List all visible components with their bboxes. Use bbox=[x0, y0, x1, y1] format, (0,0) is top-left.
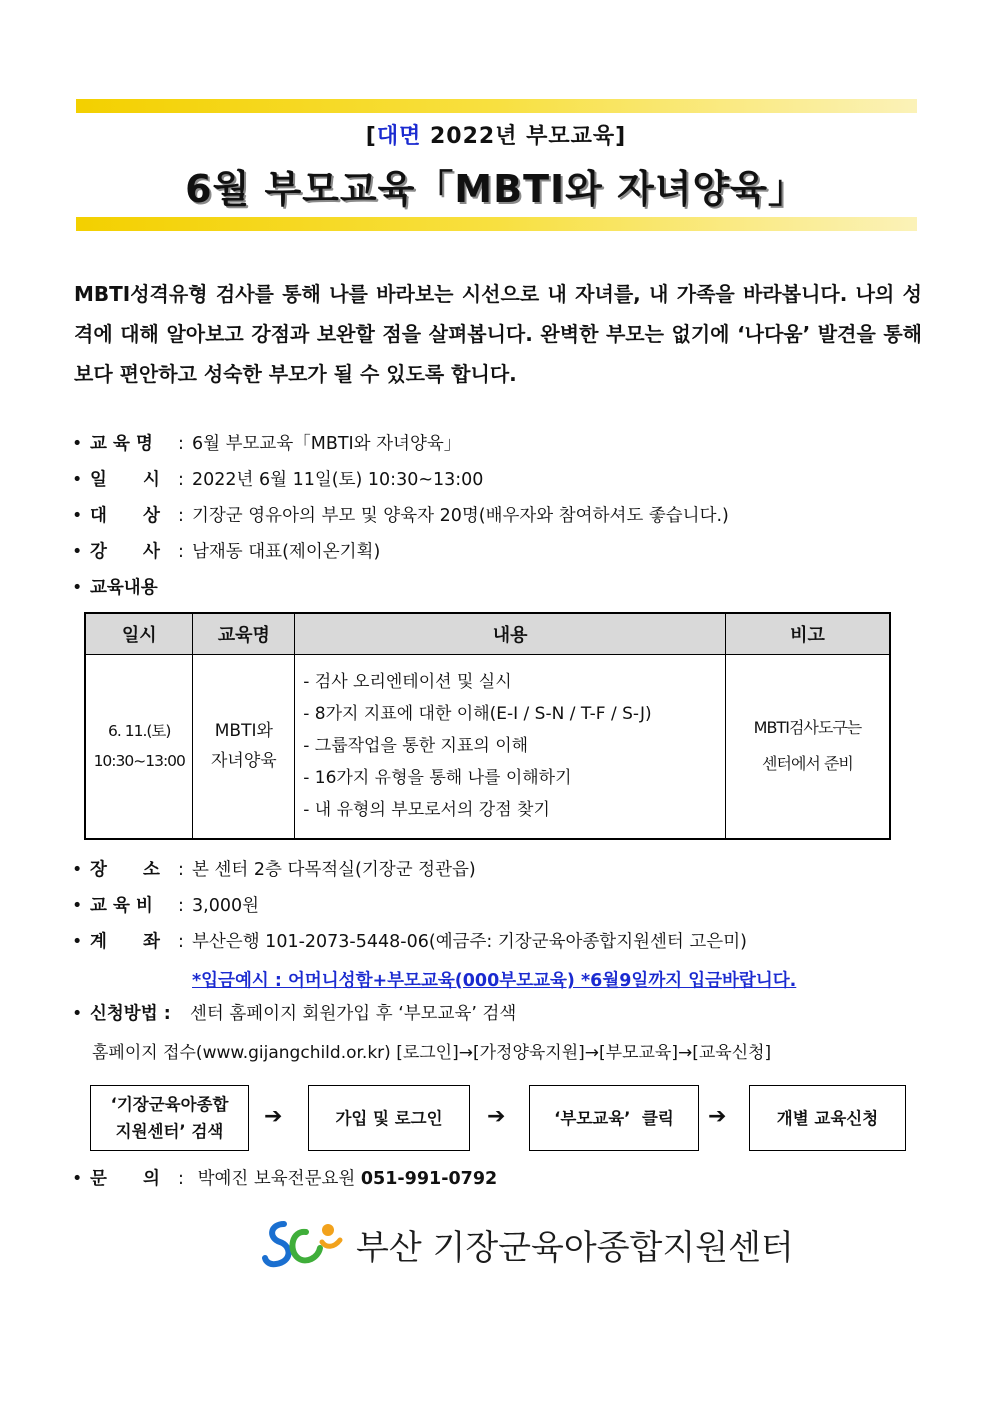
homepage-steps: 홈페이지 접수(www.gijangchild.or.kr) [로그인]→[가정양육지원]→[부모교육]→[교육신청] bbox=[92, 1043, 772, 1063]
intro-paragraph bbox=[74, 274, 922, 394]
info-value: 센터 홈페이지 회원가입 후 ‘부모교육’ 검색 bbox=[190, 1004, 517, 1024]
info-label: 장 소 bbox=[90, 860, 160, 880]
list-item: - 내 유형의 부모로서의 강점 찾기 bbox=[303, 800, 550, 821]
info-label: 교 육 비 bbox=[90, 896, 153, 916]
subtitle-highlight: 대면 bbox=[376, 124, 422, 149]
cell-course: MBTI와 자녀양육 bbox=[193, 655, 295, 839]
arrow-icon: ➔ bbox=[264, 1104, 283, 1129]
list-item: - 16가지 유형을 통해 나를 이해하기 bbox=[303, 768, 572, 789]
info-label: 일 시 bbox=[90, 470, 160, 490]
col-header-course: 교육명 bbox=[193, 613, 295, 655]
info-value: 남재동 대표(제이온기획) bbox=[192, 542, 381, 562]
flow-step-login: 가입 및 로그인 bbox=[308, 1085, 470, 1151]
info-label: 문 의 bbox=[90, 1169, 160, 1189]
info-value: 2022년 6월 11일(토) 10:30~13:00 bbox=[192, 470, 484, 490]
info-target: • 대 상 : 기장군 영유아의 부모 및 양육자 20명(배우자와 참여하셔도 좋습니다.) bbox=[72, 506, 729, 526]
center-logo bbox=[262, 1218, 794, 1270]
list-item: - 검사 오리엔테이션 및 실시 bbox=[303, 672, 512, 693]
arrow-icon: ➔ bbox=[708, 1104, 727, 1129]
flow-step-search: ‘기장군육아종합 지원센터’ 검색 bbox=[90, 1085, 249, 1151]
header-bottom-bar bbox=[76, 217, 917, 231]
schedule-table bbox=[84, 612, 891, 840]
arrow-icon: ➔ bbox=[487, 1104, 506, 1129]
info-value: 6월 부모교육「MBTI와 자녀양육」 bbox=[192, 434, 462, 454]
info-instructor: • 강 사 : 남재동 대표(제이온기획) bbox=[72, 542, 381, 562]
center-logo-icon bbox=[262, 1218, 348, 1270]
info-value: 본 센터 2층 다목적실(기장군 정관읍) bbox=[192, 860, 476, 880]
info-fee: • 교 육 비 : 3,000원 bbox=[72, 896, 260, 916]
cell-content bbox=[295, 655, 726, 839]
table-row bbox=[85, 655, 890, 839]
info-value: 부산은행 101-2073-5448-06(예금주: 기장군육아종합지원센터 고은미) bbox=[192, 932, 747, 952]
info-content-heading: • 교육내용 bbox=[72, 578, 158, 598]
info-value: 기장군 영유아의 부모 및 양육자 20명(배우자와 참여하셔도 좋습니다.) bbox=[192, 506, 729, 526]
info-label: 강 사 bbox=[90, 542, 160, 562]
info-label: 신청방법 : bbox=[90, 1004, 171, 1024]
info-course: • 교 육 명 : 6월 부모교육「MBTI와 자녀양육」 bbox=[72, 434, 462, 454]
cell-date: 6. 11.(토) 10:30~13:00 bbox=[85, 655, 193, 839]
info-label: 계 좌 bbox=[90, 932, 160, 952]
info-datetime: • 일 시 : 2022년 6월 11일(토) 10:30~13:00 bbox=[72, 470, 484, 490]
info-place: • 장 소 : 본 센터 2층 다목적실(기장군 정관읍) bbox=[72, 860, 476, 880]
flow-step-apply: 개별 교육신청 bbox=[749, 1085, 906, 1151]
intro-text: 검사를 통해 나를 바라보는 시선으로 내 자녀를, 내 가족을 바라봅니다. 나의 성격에 대해 알아보고 강점과 보완할 점을 살펴봅니다. 완벽한 부모는 없기에 ‘나다움’ 발견을 통해 보다 편안하고 성숙한 부모가 될 수 있도록 합니다. bbox=[74, 282, 922, 386]
info-account: • 계 좌 : 부산은행 101-2073-5448-06(예금주: 기장군육아종합지원센터 고은미) bbox=[72, 932, 747, 952]
col-header-note: 비고 bbox=[725, 613, 890, 655]
col-header-content: 내용 bbox=[295, 613, 726, 655]
center-logo-text: 부산 기장군육아종합지원센터 bbox=[356, 1227, 794, 1268]
list-item: - 8가지 지표에 대한 이해(E-I / S-N / T-F / S-J) bbox=[303, 704, 652, 725]
header-top-bar bbox=[76, 99, 917, 113]
info-label: 교 육 명 bbox=[90, 434, 153, 454]
page-subtitle: [대면 2022년 부모교육] bbox=[365, 124, 627, 149]
deposit-note: *입금예시 : 어머니성함+부모교육(000부모교육) *6월9일까지 입금바랍니다. bbox=[192, 971, 797, 991]
contact-phone: 051-991-0792 bbox=[360, 1169, 498, 1189]
list-item: - 그룹작업을 통한 지표의 이해 bbox=[303, 736, 529, 757]
info-contact: • 문 의 : 박예진 보육전문요원 051-991-0792 bbox=[72, 1169, 498, 1189]
page-title: 6월 부모교육「MBTI와 자녀양육」 bbox=[185, 167, 807, 211]
info-label: 대 상 bbox=[90, 506, 160, 526]
info-value: 3,000원 bbox=[192, 896, 260, 916]
intro-lead: MBTI성격유형 bbox=[74, 282, 208, 306]
flow-step-click: ‘부모교육’ 클릭 bbox=[529, 1085, 699, 1151]
cell-note: MBTI검사도구는 센터에서 준비 bbox=[725, 655, 890, 839]
info-apply: • 신청방법 : 센터 홈페이지 회원가입 후 ‘부모교육’ 검색 bbox=[72, 1004, 517, 1024]
table-header-row bbox=[85, 613, 890, 655]
col-header-date: 일시 bbox=[85, 613, 193, 655]
contact-person: 박예진 보육전문요원 bbox=[197, 1169, 356, 1189]
